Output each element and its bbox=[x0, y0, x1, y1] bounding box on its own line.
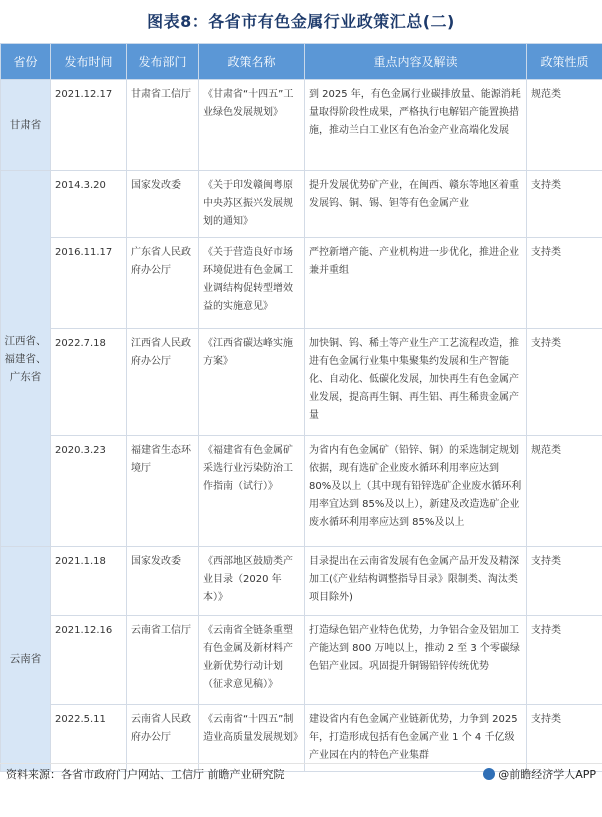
date-cell: 2021.12.16 bbox=[51, 616, 127, 705]
policy-cell: 《云南省全链条重塑有色金属及新材料产业新优势行动计划（征求意见稿）》 bbox=[199, 616, 305, 705]
nature-cell: 支持类 bbox=[527, 329, 602, 436]
content-cell: 打造绿色铝产业特色优势，力争铝合金及铝加工产能达到 800 万吨以上，推动 2 至 3 个零碳绿色铝产业园。巩固提升铜锡铅锌传统优势 bbox=[305, 616, 527, 705]
header-dept: 发布部门 bbox=[127, 44, 199, 80]
nature-cell: 支持类 bbox=[527, 705, 602, 772]
dept-cell: 云南省人民政府办公厅 bbox=[127, 705, 199, 772]
policy-table bbox=[0, 43, 602, 772]
table-row bbox=[1, 547, 602, 616]
content-cell: 为省内有色金属矿（铅锌、铜）的采选制定规划依据，现有选矿企业废水循环利用率应达到 80%及以上（其中现有铅锌选矿企业废水循环利用率宜达到 85%及以上），新建及改造选矿企业废水循环利用率应达到 85%及以上 bbox=[305, 436, 527, 547]
dept-cell: 国家发改委 bbox=[127, 171, 199, 238]
table-row bbox=[1, 238, 602, 329]
table-row bbox=[1, 705, 602, 772]
header-date: 发布时间 bbox=[51, 44, 127, 80]
table-row bbox=[1, 329, 602, 436]
policy-cell: 《关于营造良好市场环境促进有色金属工业调结构促转型增效益的实施意见》 bbox=[199, 238, 305, 329]
dept-cell: 江西省人民政府办公厅 bbox=[127, 329, 199, 436]
date-cell: 2021.12.17 bbox=[51, 80, 127, 171]
table-row bbox=[1, 171, 602, 238]
nature-cell: 规范类 bbox=[527, 80, 602, 171]
content-cell: 建设省内有色金属产业链新优势，力争到 2025 年，打造形成包括有色金属产业 1 个 4 千亿级产业园在内的特色产业集群 bbox=[305, 705, 527, 772]
dept-cell: 广东省人民政府办公厅 bbox=[127, 238, 199, 329]
content-cell: 到 2025 年，有色金属行业碳排放量、能源消耗量取得阶段性成果，严格执行电解铝产能置换措施，推动兰白工业区有色冶金产业高端化发展 bbox=[305, 80, 527, 171]
nature-cell: 规范类 bbox=[527, 436, 602, 547]
date-cell: 2021.1.18 bbox=[51, 547, 127, 616]
content-cell: 目录提出在云南省发展有色金属产品开发及精深加工(《产业结构调整指导目录》限制类、淘汰类项目除外) bbox=[305, 547, 527, 616]
date-cell: 2020.3.23 bbox=[51, 436, 127, 547]
header-content: 重点内容及解读 bbox=[305, 44, 527, 80]
province-cell: 甘肃省 bbox=[1, 80, 51, 171]
policy-cell: 《云南省“十四五”制造业高质量发展规划》 bbox=[199, 705, 305, 772]
table-header-row bbox=[1, 44, 602, 80]
header-province: 省份 bbox=[1, 44, 51, 80]
header-policy: 政策名称 bbox=[199, 44, 305, 80]
nature-cell: 支持类 bbox=[527, 616, 602, 705]
content-cell: 提升发展优势矿产业，在闽西、赣东等地区着重发展钨、铜、锡、钽等有色金属产业 bbox=[305, 171, 527, 238]
source-note: 资料来源：各省市政府门户网站、工信厅 前瞻产业研究院 bbox=[6, 768, 285, 781]
date-cell: 2014.3.20 bbox=[51, 171, 127, 238]
date-cell: 2022.5.11 bbox=[51, 705, 127, 772]
dept-cell: 云南省工信厅 bbox=[127, 616, 199, 705]
date-cell: 2022.7.18 bbox=[51, 329, 127, 436]
header-nature: 政策性质 bbox=[527, 44, 602, 80]
dept-cell: 国家发改委 bbox=[127, 547, 199, 616]
content-cell: 加快铜、钨、稀土等产业生产工艺流程改造，推进有色金属行业集中集聚集约发展和生产智能化、自动化、低碳化发展，加快再生有色金属产业发展，提高再生铜、再生铝、再生稀贵金属产量 bbox=[305, 329, 527, 436]
province-cell: 云南省 bbox=[1, 547, 51, 772]
page-title: 图表8：各省市有色金属行业政策汇总(二) bbox=[147, 12, 455, 31]
brand-credit bbox=[483, 764, 596, 786]
table-row bbox=[1, 616, 602, 705]
brand-text: @前瞻经济学人APP bbox=[498, 768, 596, 781]
dept-cell: 甘肃省工信厅 bbox=[127, 80, 199, 171]
nature-cell: 支持类 bbox=[527, 547, 602, 616]
date-cell: 2016.11.17 bbox=[51, 238, 127, 329]
policy-cell: 《福建省有色金属矿采选行业污染防治工作指南（试行）》 bbox=[199, 436, 305, 547]
qianzhan-logo-icon bbox=[483, 768, 495, 780]
policy-cell: 《关于印发赣闽粤原中央苏区振兴发展规划的通知》 bbox=[199, 171, 305, 238]
nature-cell: 支持类 bbox=[527, 238, 602, 329]
policy-cell: 《江西省碳达峰实施方案》 bbox=[199, 329, 305, 436]
province-cell: 江西省、福建省、广东省 bbox=[1, 171, 51, 547]
table-row bbox=[1, 436, 602, 547]
policy-cell: 《甘肃省“十四五”工业绿色发展规划》 bbox=[199, 80, 305, 171]
table-row bbox=[1, 80, 602, 171]
footer bbox=[0, 763, 602, 804]
nature-cell: 支持类 bbox=[527, 171, 602, 238]
content-cell: 严控新增产能、产业机构进一步优化，推进企业兼并重组 bbox=[305, 238, 527, 329]
policy-cell: 《西部地区鼓励类产业目录（2020 年本）》 bbox=[199, 547, 305, 616]
dept-cell: 福建省生态环境厅 bbox=[127, 436, 199, 547]
